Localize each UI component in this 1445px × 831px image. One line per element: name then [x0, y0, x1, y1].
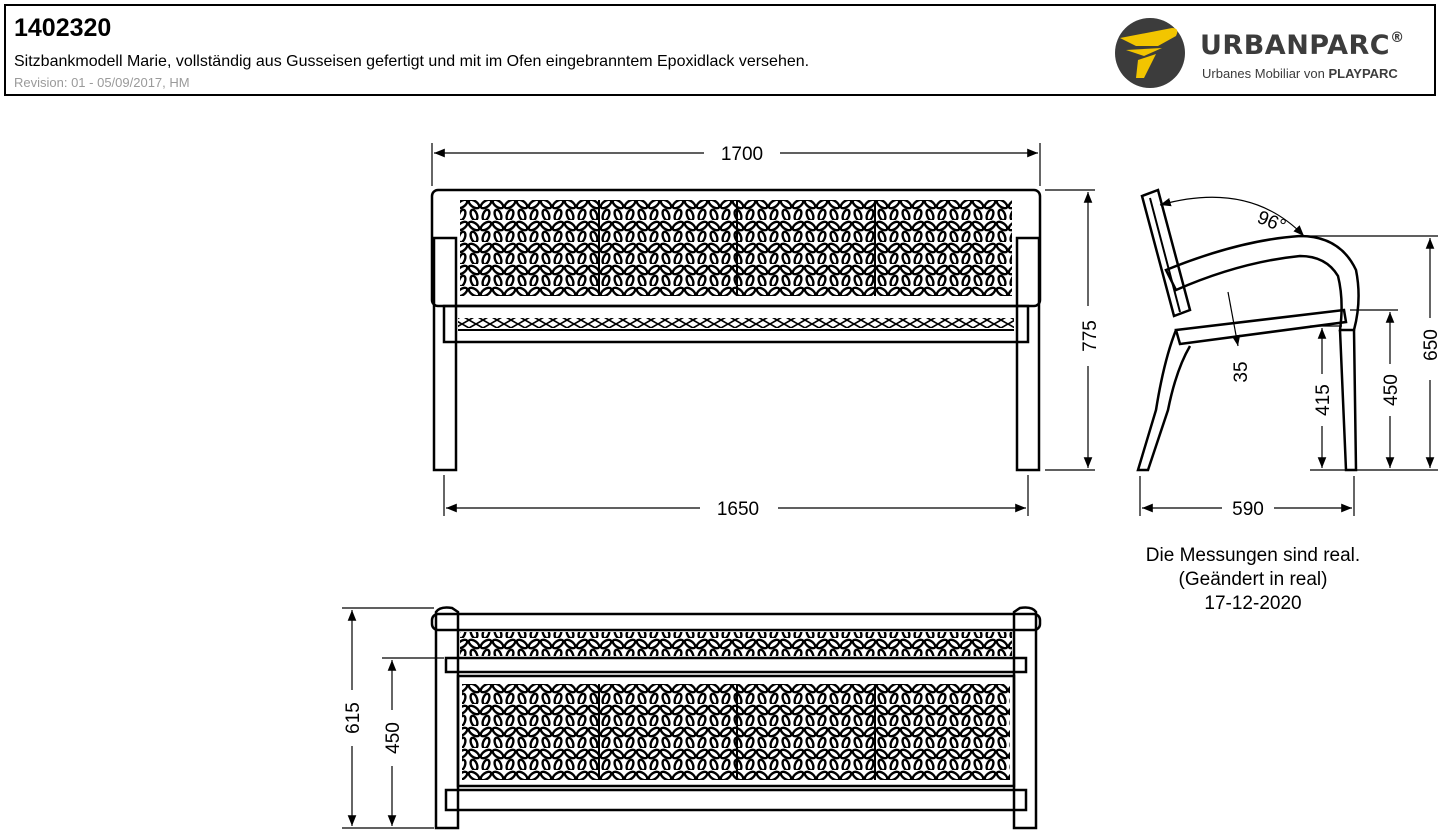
note-line-2: (Geändert in real)	[1178, 569, 1328, 590]
logo-brand: URBANPARC®	[1200, 30, 1405, 61]
note-line-3: 17-12-2020	[1204, 593, 1302, 614]
logo-tagline: Urbanes Mobiliar von PLAYPARC	[1202, 66, 1398, 81]
side-leg-rear	[1340, 330, 1356, 470]
top-backrest	[432, 614, 1040, 630]
dim-front-width: 1700	[720, 144, 764, 165]
side-view	[1138, 190, 1438, 516]
dim-side-depth: 590	[1232, 499, 1264, 520]
side-seat	[1176, 310, 1346, 344]
top-backrest-pattern	[460, 632, 1012, 656]
side-armrest	[1166, 236, 1359, 330]
side-leg-front	[1138, 330, 1190, 470]
front-view	[432, 143, 1095, 516]
dim-front-leg-span: 1650	[716, 499, 760, 520]
dim-side-seat-front: 415	[1313, 384, 1334, 416]
product-code: 1402320	[14, 14, 112, 42]
dim-side-seat-height: 450	[1381, 374, 1402, 406]
dim-side-seat-thickness: 35	[1231, 361, 1252, 383]
dim-front-height: 775	[1080, 320, 1101, 352]
side-backrest	[1142, 190, 1190, 316]
note-line-1: Die Messungen sind real.	[1145, 545, 1361, 566]
product-description: Sitzbankmodell Marie, vollständig aus Gusseisen gefertigt und mit im Ofen eingebranntem Epoxidlack versehen.	[14, 53, 810, 70]
dim-top-depth: 615	[343, 702, 364, 734]
measurement-note	[1100, 544, 1406, 616]
top-view	[342, 608, 1040, 829]
revision-info: Revision: 01 - 05/09/2017, HM	[14, 75, 190, 90]
dim-side-angle: 96°	[1254, 207, 1289, 238]
dim-top-seat-depth: 450	[383, 722, 404, 754]
front-leg-left	[434, 238, 456, 470]
dim-side-height-total: 650	[1421, 329, 1442, 361]
front-leg-right	[1017, 238, 1039, 470]
